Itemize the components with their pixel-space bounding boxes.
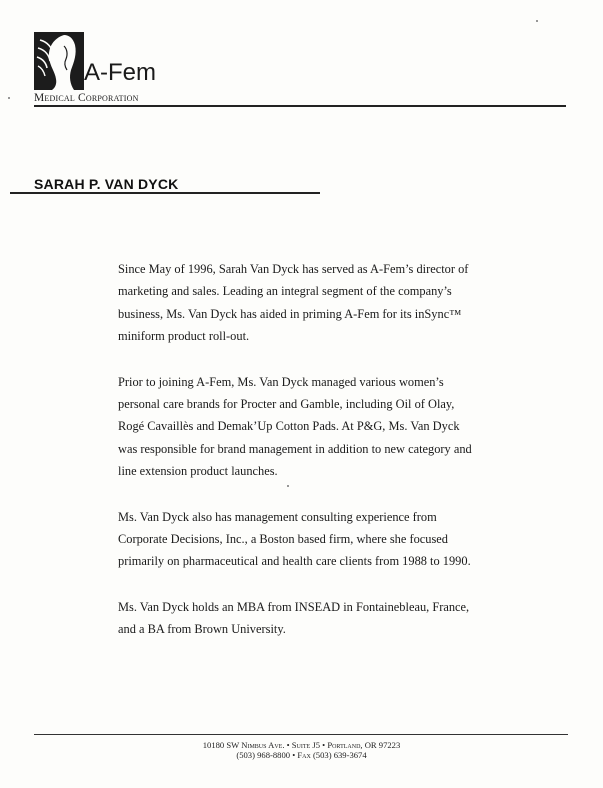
footer-phone: (503) 968-8800 • Fax (503) 639-3674 bbox=[236, 750, 367, 760]
scan-speck bbox=[287, 485, 289, 487]
scan-speck bbox=[536, 20, 538, 22]
name-underline bbox=[10, 192, 320, 194]
bio-paragraph: Ms. Van Dyck also has management consulting experience from Corporate Decisions, Inc., a Boston based firm, where she focused primarily on pharmaceutical and health care clients from 1988 to 1990. bbox=[118, 509, 471, 569]
footer-address: 10180 SW Nimbus Ave. • Suite J5 • Portland, OR 97223 bbox=[202, 740, 401, 750]
footer-divider bbox=[34, 734, 568, 735]
bio-paragraph: Since May of 1996, Sarah Van Dyck has served as A-Fem’s director of marketing and sales. Leading an integral segment of the company’s business, Ms. Van Dyck has aided in priming A-Fem for its inSync™ miniform product roll-out. bbox=[118, 262, 469, 344]
bio-paragraph: Ms. Van Dyck holds an MBA from INSEAD in Fontainebleau, France, and a BA from Brown University. bbox=[118, 599, 470, 637]
brand-name: A-Fem bbox=[84, 59, 156, 86]
letterhead-divider bbox=[34, 105, 566, 107]
a-fem-logo-icon bbox=[34, 32, 84, 90]
biography bbox=[118, 258, 478, 664]
company-subtitle: Medical Corporation bbox=[34, 92, 139, 104]
scan-speck bbox=[8, 97, 10, 99]
person-name: SARAH P. VAN DYCK bbox=[34, 176, 179, 192]
bio-paragraph: Prior to joining A-Fem, Ms. Van Dyck managed various women’s personal care brands for Procter and Gamble, including Oil of Olay, Rogé Cavaillès and Demak’Up Cotton Pads. At P&G, Ms. Van Dyck was responsible for brand management in addition to new category and line extension product launches. bbox=[118, 374, 472, 479]
